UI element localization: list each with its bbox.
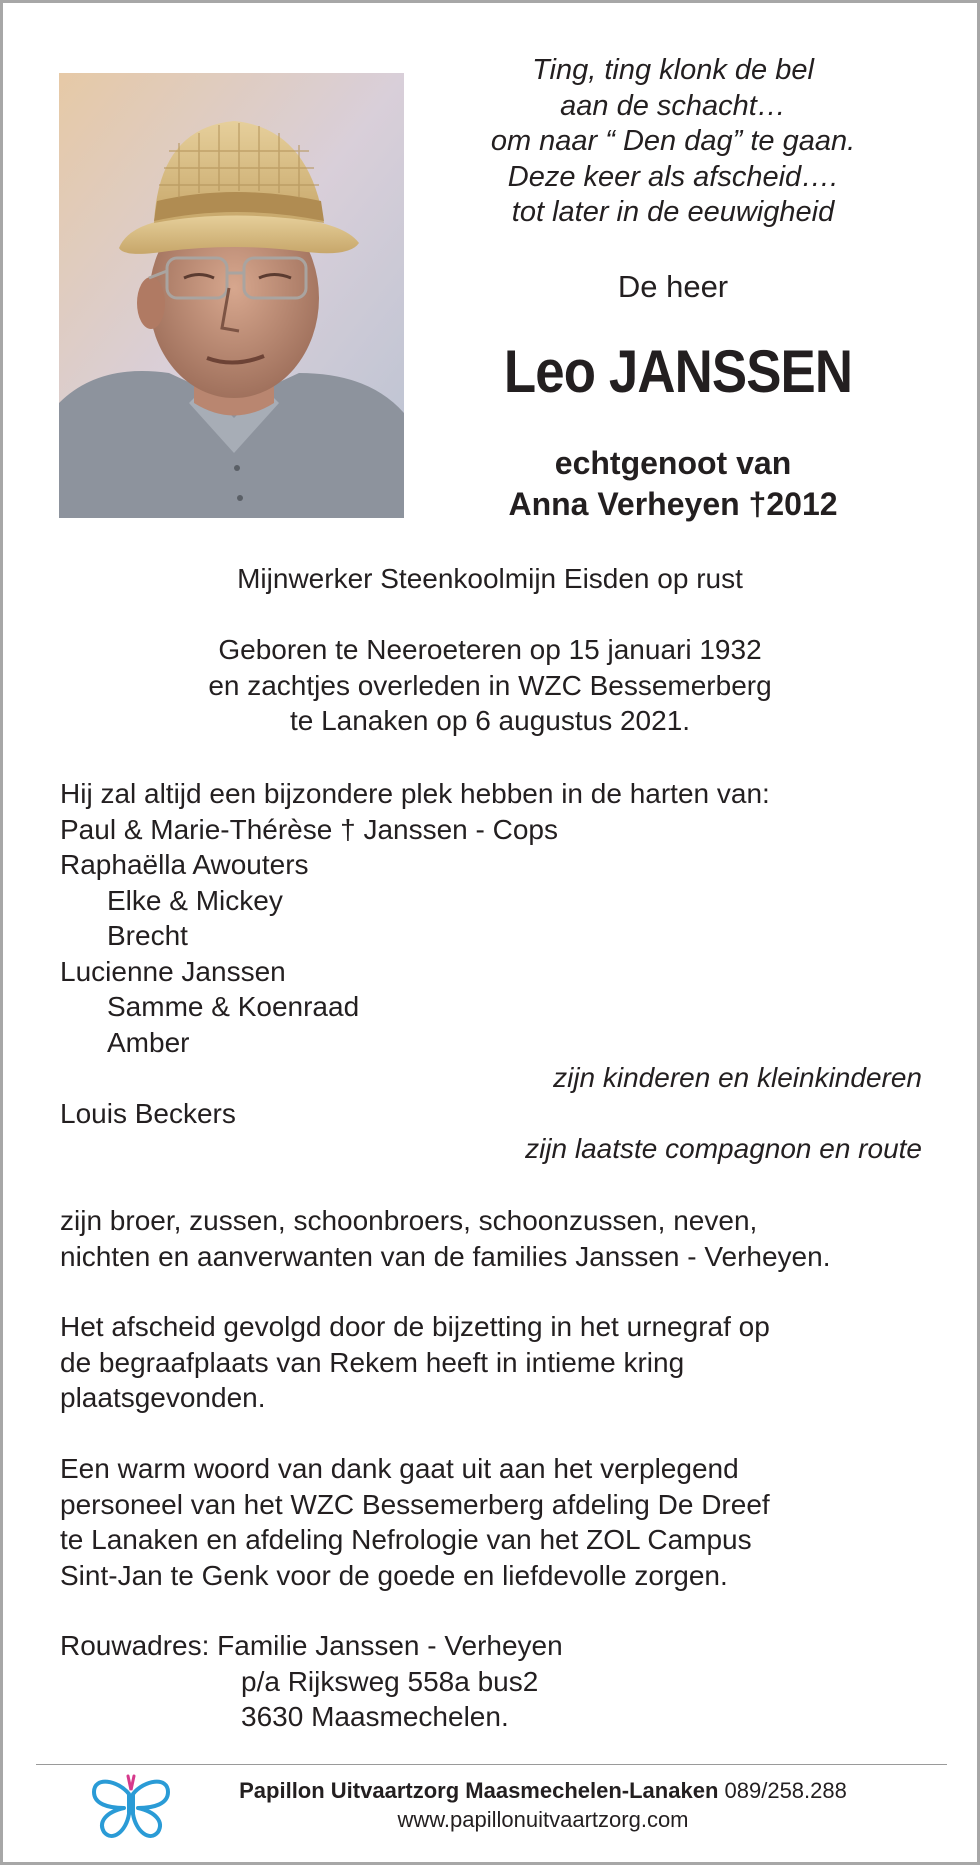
birth-death-line: en zachtjes overleden in WZC Bessemerberg — [208, 669, 772, 701]
funeral-home-website[interactable]: www.papillonuitvaartzorg.com — [397, 1807, 689, 1832]
family-member: Louis Beckers — [60, 1097, 236, 1129]
address-line: p/a Rijksweg 558a bus2 — [241, 1665, 539, 1697]
butterfly-logo-icon — [88, 1770, 174, 1842]
thanks-line: Een warm woord van dank gaat uit aan het verplegend — [60, 1453, 739, 1484]
honorific: De heer — [617, 269, 729, 304]
birth-death-line: te Lanaken op 6 augustus 2021. — [289, 705, 691, 736]
relatives-line: zijn broer, zussen, schoonbroers, schoonzussen, neven, — [60, 1205, 758, 1236]
spouse-relation: echtgenoot van — [554, 445, 792, 481]
birth-death-info — [59, 632, 921, 739]
children-caption: zijn kinderen en kleinkinderen — [553, 1062, 922, 1093]
thanks-line: Sint-Jan te Genk voor de goede en liefdevolle zorgen. — [60, 1559, 728, 1591]
farewell-line: plaatsgevonden. — [60, 1382, 266, 1413]
farewell-line: de begraafplaats van Rekem heeft in intieme kring — [60, 1346, 685, 1378]
family-member: Raphaëlla Awouters — [60, 849, 309, 880]
farewell-notice — [60, 1309, 930, 1416]
funeral-home-phone: 089/258.288 — [724, 1778, 847, 1803]
deceased-name: Leo JANSSEN — [503, 338, 853, 405]
portrait-photo — [59, 73, 404, 518]
family-member: Lucienne Janssen — [60, 955, 286, 987]
poem-line: tot later in de eeuwigheid — [511, 196, 835, 228]
poem-line: om naar “ Den dag” te gaan. — [490, 125, 856, 157]
footer-divider — [36, 1764, 947, 1765]
family-intro: Hij zal altijd een bijzondere plek hebben in de harten van: — [60, 778, 770, 809]
family-member: Brecht — [107, 920, 188, 951]
occupation — [59, 561, 921, 597]
relatives — [60, 1203, 930, 1274]
family-member: Elke & Mickey — [107, 884, 283, 916]
funeral-home-line — [183, 1776, 903, 1805]
occupation-text: Mijnwerker Steenkoolmijn Eisden op rust — [237, 563, 743, 594]
companion-caption: zijn laatste compagnon en route — [525, 1133, 922, 1164]
farewell-line: Het afscheid gevolgd door de bijzetting in het urnegraf op — [60, 1311, 770, 1342]
family-member: Paul & Marie-Thérèse † Janssen - Cops — [60, 813, 558, 845]
thanks-notice — [60, 1451, 930, 1593]
spouse-name: Anna Verheyen †2012 — [508, 486, 838, 522]
address-line: 3630 Maasmechelen. — [241, 1701, 509, 1732]
poem-line: Deze keer als afscheid…. — [507, 160, 839, 193]
thanks-line: te Lanaken en afdeling Nefrologie van het ZOL Campus — [60, 1524, 752, 1555]
mourning-address — [60, 1628, 930, 1735]
thanks-line: personeel van het WZC Bessemerberg afdeling De Dreef — [60, 1488, 770, 1520]
spouse-info — [443, 443, 903, 525]
birth-death-line: Geboren te Neeroeteren op 15 januari 1932 — [218, 634, 762, 665]
family-list — [60, 776, 930, 1167]
funeral-home-name: Papillon Uitvaartzorg Maasmechelen-Lanaken — [239, 1778, 719, 1803]
family-member: Samme & Koenraad — [107, 991, 360, 1022]
poem — [443, 53, 903, 231]
poem-line: aan de schacht… — [560, 89, 786, 122]
address-line: Rouwadres: Familie Janssen - Verheyen — [60, 1630, 563, 1661]
relatives-line: nichten en aanverwanten van de families Janssen - Verheyen. — [60, 1240, 831, 1272]
poem-line: Ting, ting klonk de bel — [532, 54, 814, 86]
funeral-home-info — [183, 1776, 903, 1834]
family-member: Amber — [107, 1026, 190, 1058]
